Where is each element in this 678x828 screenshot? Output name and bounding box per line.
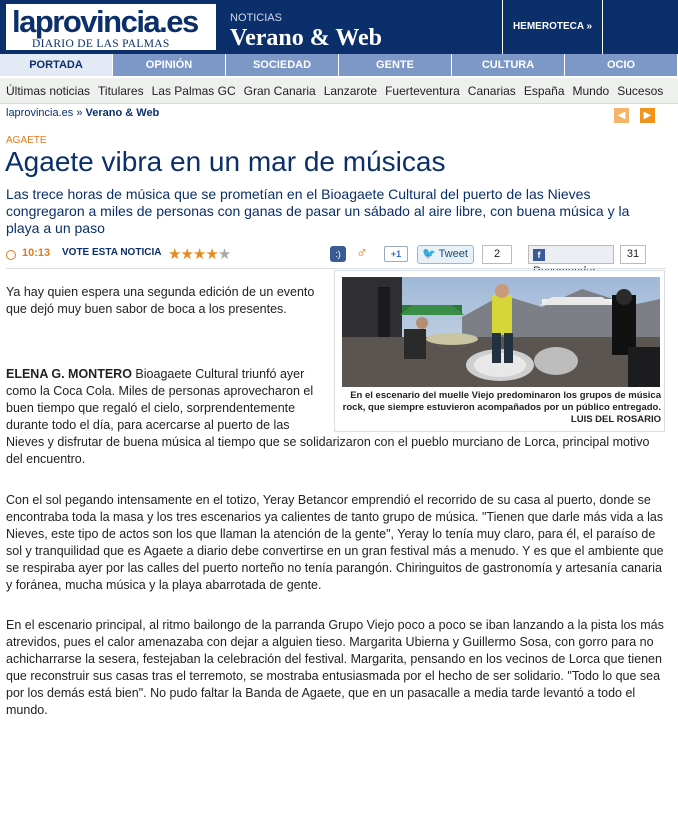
section-title[interactable]: Verano & Web: [230, 25, 383, 51]
subnav-sucesos[interactable]: Sucesos: [617, 83, 664, 98]
logo-wordmark: laprovincia.es: [12, 4, 198, 39]
meneame-icon[interactable]: ♂: [356, 245, 368, 262]
clock-icon: [6, 250, 16, 260]
sub-nav: [0, 78, 678, 104]
nav-item-cultura[interactable]: CULTURA: [452, 54, 565, 76]
nav-item-ocio[interactable]: OCIO: [565, 54, 678, 76]
nav-item-gente[interactable]: GENTE: [339, 54, 452, 76]
article-paragraph: En el escenario principal, al ritmo bailongo de la parranda Grupo Viejo poco a poco se iban lanzando a la pista los más atrevidos, pues el calor amenazaba con dejar a alguien tieso. Margarita Ubierna y Guillermo Sosa, con gorro para no achicharrarse la sesera, festejaban la celebración del festival. Margarita, pensando en los vecinos de Lorca que tienen que reconstruir sus casas tras el terremoto, se mostraba entusiasmada por el hecho de ser solidario. "Todo lo que sea por los demás está bien". No pudo faltar la Banda de Agaete, que en un pasacalle a media tarde levantó a todo el mundo.: [6, 618, 664, 717]
tweet-button[interactable]: [417, 245, 474, 264]
next-article-button[interactable]: [640, 108, 655, 123]
rating-stars[interactable]: [168, 245, 230, 263]
arrow-right-icon: ▶: [643, 110, 652, 121]
article-paragraph: Ya hay quien espera una segunda edición de un evento que dejó muy buen sabor de boca a los presentes.: [6, 285, 315, 316]
previous-article-button[interactable]: [614, 108, 629, 123]
subnav-gran-canaria[interactable]: Gran Canaria: [243, 83, 316, 98]
facebook-icon: f: [533, 249, 545, 261]
meta-divider: [6, 268, 666, 269]
article-time: 10:13: [22, 247, 51, 259]
breadcrumb: [6, 107, 159, 119]
subnav-titulares[interactable]: Titulares: [98, 83, 144, 98]
article-paragraph-text: Bioagaete Cultural triunfó ayer como la Coca Cola. Miles de personas aprovecharon el buen tiempo que regaló el cielo, sorprendentemente durante todo el día, para acercarse al puerto de las Nieves y disfrutar de buena música al tiempo que se solidarizaron con el pueblo murciano de Lorca, principal motivo del encuentro.: [6, 367, 650, 466]
reader-mode-icon[interactable]: :): [330, 246, 346, 262]
recommend-count: 31: [620, 245, 646, 264]
breadcrumb-current[interactable]: Verano & Web: [85, 107, 160, 119]
article-author: ELENA G. MONTERO: [6, 367, 132, 381]
site-logo[interactable]: [4, 2, 218, 52]
star-icon[interactable]: ★: [168, 246, 181, 263]
article-paragraph: Con el sol pegando intensamente en el totizo, Yeray Betancor emprendió el recorrido de su casa al puerto, donde se encontraba toda la masa y los tres escenarios ya calientes de tanto grupo de música. "Tienen que darle más vida a las Nieves, este tipo de actos son los que llaman la atención de la gente", Yeray lo tenía muy claro, para él, el paraíso de sol y tranquilidad que es Agaete a diario debe convertirse en un gran festival más a menudo. Y es que el ambiente que se respiraba ayer por las calles del puerto norteño no tenía parangón. Chiringuitos de gastronomía y artesanía canaria y foránea, mucha música y la playa abarrotada de gente.: [6, 493, 664, 592]
arrow-left-icon: ◀: [617, 110, 626, 121]
subnav-las-palmas-gc[interactable]: Las Palmas GC: [151, 83, 236, 98]
photo-caption: En el escenario del muelle Viejo predominaron los grupos de música rock, que siempre estuvieron acompañados por un público entregado. LUIS DEL ROSARIO: [342, 390, 661, 425]
google-plus-button[interactable]: +1: [384, 246, 408, 262]
section-kicker: NOTICIAS: [230, 12, 282, 24]
subnav-fuerteventura[interactable]: Fuerteventura: [385, 83, 460, 98]
breadcrumb-home[interactable]: laprovincia.es: [6, 107, 74, 119]
vote-label: VOTE ESTA NOTICIA: [62, 247, 162, 258]
nav-item-opinion[interactable]: OPINIÓN: [113, 54, 226, 76]
hemeroteca-link[interactable]: HEMEROTECA »: [502, 0, 603, 54]
star-icon[interactable]: ★: [180, 246, 193, 263]
article-paragraph: [6, 366, 666, 468]
tweet-count: 2: [482, 245, 512, 264]
nav-item-portada[interactable]: PORTADA: [0, 54, 113, 76]
star-icon[interactable]: ★: [217, 246, 231, 263]
subnav-espana[interactable]: España: [523, 83, 565, 98]
subnav-ultimas-noticias[interactable]: Últimas noticias: [6, 83, 91, 98]
facebook-recommend-button[interactable]: [528, 245, 614, 264]
subnav-mundo[interactable]: Mundo: [572, 83, 610, 98]
article-headline: Agaete vibra en un mar de músicas: [5, 146, 446, 177]
breadcrumb-separator: »: [76, 107, 83, 119]
nav-item-sociedad[interactable]: SOCIEDAD: [226, 54, 339, 76]
article-category[interactable]: AGAETE: [6, 135, 47, 146]
star-icon[interactable]: ★: [192, 246, 206, 263]
article-standfirst: Las trece horas de música que se prometían en el Bioagaete Cultural del puerto de las Nieves congregaron a miles de personas con ganas de pasar un sábado al aire libre, con buena música y la playa a un paso: [6, 186, 630, 236]
star-icon[interactable]: ★: [205, 246, 218, 263]
tweet-label: Tweet: [438, 248, 468, 260]
logo-tagline: DIARIO DE LAS PALMAS: [32, 38, 170, 50]
subnav-canarias[interactable]: Canarias: [467, 83, 516, 98]
main-nav: [0, 54, 678, 76]
subnav-lanzarote[interactable]: Lanzarote: [323, 83, 378, 98]
twitter-bird-icon: 🐦: [422, 248, 436, 260]
site-header: [0, 0, 678, 54]
article-meta-bar: [6, 244, 666, 266]
